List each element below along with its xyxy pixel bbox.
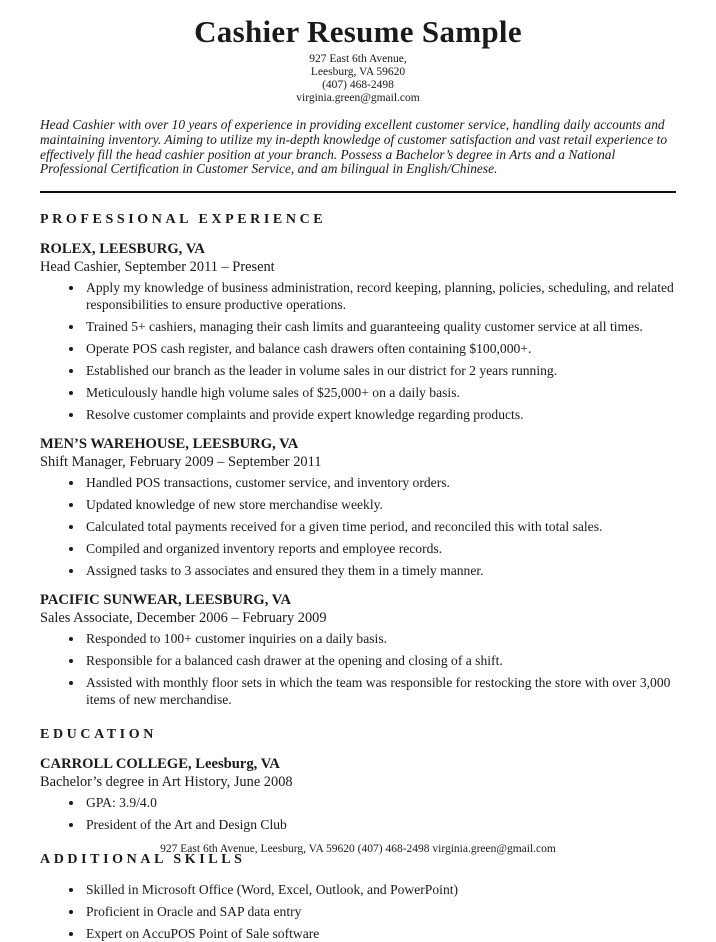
contact-block [40,53,676,105]
section-heading: ADDITIONAL SKILLS [40,851,246,867]
bullet-item: • Proficient in Oracle and SAP data entry [84,903,676,920]
entry-school: CARROLL COLLEGE, Leesburg, VA [40,755,280,772]
experience-entry-mens-warehouse [40,436,676,579]
entry-company: MEN’S WAREHOUSE, LEESBURG, VA [40,435,299,452]
contact-address-line2: Leesburg, VA 59620 [310,66,406,78]
footer-contact-line: 927 East 6th Avenue, Leesburg, VA 59620 (407) 468-2498 virginia.green@gmail.com [160,843,556,855]
bullet-item: • President of the Art and Design Club [84,816,676,833]
bullet-item: • Expert on AccuPOS Point of Sale software [84,925,676,942]
bullet-item: • Responsible for a balanced cash drawer at the opening and closing of a shift. [84,652,676,669]
experience-entry-pacific-sunwear [40,592,676,708]
entry-bullet-list [40,279,676,423]
bullet-item: • Meticulously handle high volume sales of $25,000+ on a daily basis. [84,384,676,401]
bullet-item: • Updated knowledge of new store merchandise weekly. [84,496,676,513]
bullet-item: • Assigned tasks to 3 associates and ensured they them in a timely manner. [84,562,676,579]
bullet-item: • Assisted with monthly floor sets in which the team was responsible for restocking the store with over 3,000 items of new merchandise. [84,674,676,708]
section-divider [40,191,676,193]
bullet-item: • Responded to 100+ customer inquiries on a daily basis. [84,630,676,647]
section-professional-experience [40,212,676,708]
contact-address-line1: 927 East 6th Avenue, [309,53,407,65]
bullet-item: • Apply my knowledge of business administration, record keeping, planning, policies, scheduling, and related responsibilities to ensure productive operations. [84,279,676,313]
contact-email: virginia.green@gmail.com [296,92,420,104]
entry-bullet-list [40,630,676,708]
entry-bullet-list [40,794,676,833]
skills-bullet-list [40,881,676,942]
entry-role: Sales Associate, December 2006 – February 2009 [40,609,327,626]
page-title: Cashier Resume Sample [194,14,522,49]
bullet-item: • Established our branch as the leader in volume sales in our district for 2 years running. [84,362,676,379]
section-heading: PROFESSIONAL EXPERIENCE [40,211,327,227]
entry-bullet-list [40,474,676,579]
bullet-item: • Skilled in Microsoft Office (Word, Excel, Outlook, and PowerPoint) [84,881,676,898]
bullet-item: • Handled POS transactions, customer service, and inventory orders. [84,474,676,491]
entry-company: ROLEX, LEESBURG, VA [40,240,205,257]
bullet-item: • Operate POS cash register, and balance cash drawers often containing $100,000+. [84,340,676,357]
section-additional-skills [40,852,676,942]
bullet-item: • Calculated total payments received for a given time period, and reconciled this with total sales. [84,518,676,535]
entry-role: Shift Manager, February 2009 – September 2011 [40,453,322,470]
entry-company: PACIFIC SUNWEAR, LEESBURG, VA [40,591,291,608]
summary-paragraph: Head Cashier with over 10 years of experience in providing excellent customer service, handling daily accounts and maintaining inventory. Aiming to utilize my in-depth knowledge of customer satisfaction and vast retail experience to effectively fill the head cashier position at your branch. Possess a Bachelor’s degree in Arts and a National Professional Certification in Customer Service, and am bilingual in English/Chinese. [40,117,668,177]
bullet-item: • GPA: 3.9/4.0 [84,794,676,811]
bullet-item: • Trained 5+ cashiers, managing their cash limits and guaranteeing quality customer service at all times. [84,318,676,335]
bullet-item: • Compiled and organized inventory reports and employee records. [84,540,676,557]
contact-phone: (407) 468-2498 [322,79,394,91]
education-entry-carroll-college [40,756,676,833]
entry-degree: Bachelor’s degree in Art History, June 2008 [40,773,293,790]
section-education [40,727,676,833]
bullet-item: • Resolve customer complaints and provide expert knowledge regarding products. [84,406,676,423]
entry-role: Head Cashier, September 2011 – Present [40,258,275,275]
experience-entry-rolex [40,241,676,423]
section-heading: EDUCATION [40,726,157,742]
